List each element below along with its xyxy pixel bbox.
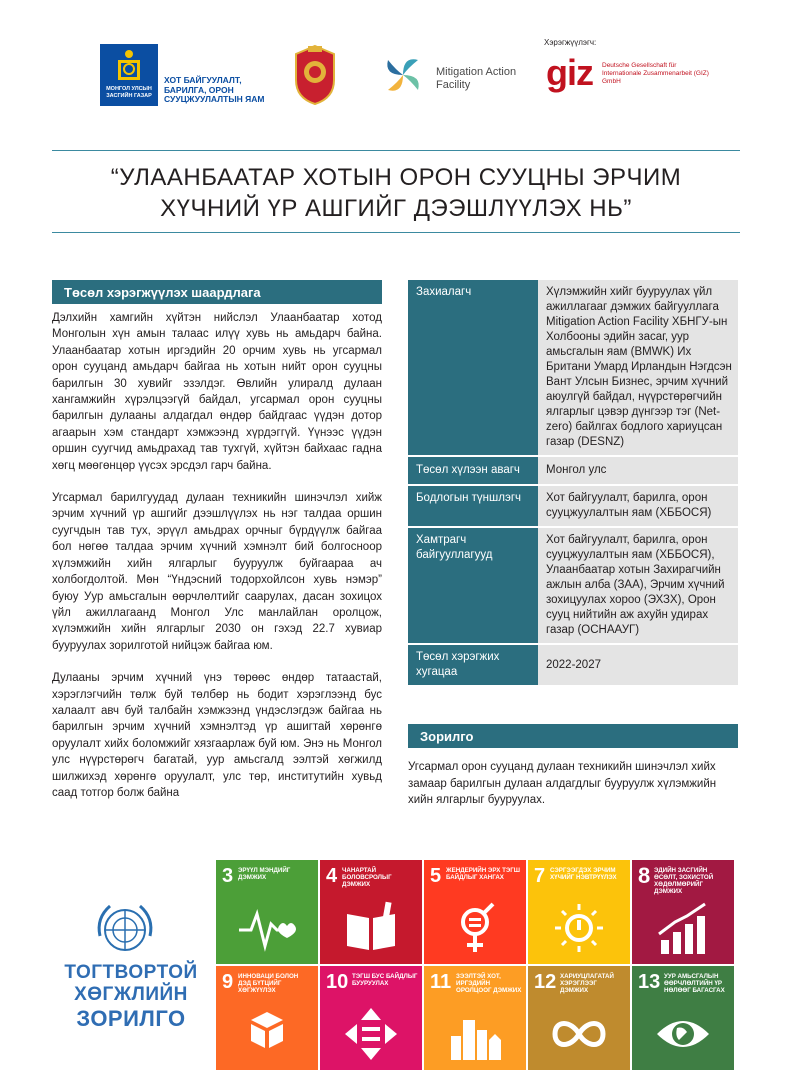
implementer-label: Хэрэгжүүлэгч: <box>544 38 597 47</box>
requirement-body <box>52 310 382 817</box>
sdg-line-1: ТОГТВОРТОЙ <box>64 962 198 983</box>
title-bottom-rule <box>52 232 740 233</box>
sdg-tile-10: 10 ТЭГШ БУС БАЙДЛЫГ БУУРУУЛАХ <box>320 966 422 1070</box>
government-label: МОНГОЛ УЛСЫН ЗАСГИЙН ГАЗАР <box>106 86 152 99</box>
eye-globe-icon <box>653 1006 713 1062</box>
paragraph: Дулааны эрчим хүчний үнэ төрөөс өндөр татаастай, хэрэглэгчийн төлж буй төлбөр нь бодит хэрэглээнд бус халаалт авч буй талбайн хэмжээнд үндэслэгдэж байгаа нь барилгын эрчим хүчний хэмнэлтэд үр ашигтай хөрөнгө оруулалт хийх боломжийг хязгаарлаж буй юм. Энэ нь Монгол улс нүүрстөрөгч багатай, уур амьсгалд ээлтэй хөгжилд шилжихэд хөрөнгө оруулалт, улс төр, институтийн хувьд саад тотгор болж байна <box>52 672 382 799</box>
project-info-table <box>408 280 738 687</box>
mongolia-ministry-logo <box>100 44 270 106</box>
sdg-tile-12: 12 ХАРИУЦЛАГАТАЙ ХЭРЭГЛЭЭГ ДЭМЖИХ <box>528 966 630 1070</box>
book-pencil-icon <box>341 900 401 956</box>
mongolia-emblem-box <box>100 44 158 106</box>
ministry-name: ХОТ БАЙГУУЛАЛТ, БАРИЛГА, ОРОН СУУЦЖУУЛАЛТЫН ЯАМ <box>164 75 265 104</box>
heartbeat-icon <box>237 900 297 956</box>
sdg-line-2: ХӨГЖЛИЙН <box>74 984 188 1005</box>
sdg-tile-9: 9 ИННОВАЦИ БОЛОН ДЭД БҮТЦИЙГ ХӨГЖҮҮЛЭХ <box>216 966 318 1070</box>
sdg-tile-8: 8 ЭДИЙН ЗАСГИЙН ӨСӨЛТ, ЗОХИСТОЙ ХӨДӨЛМӨРИЙГ ДЭМЖИХ <box>632 860 734 964</box>
maf-pinwheel-icon <box>378 50 428 100</box>
table-row <box>408 456 738 485</box>
giz-fullname: Deutsche Gesellschaft für Internationale Zusammenarbeit (GIZ) GmbH <box>602 62 709 85</box>
sdg-tile-7: 7 СЭРГЭЭГДЭХ ЭРЧИМ ХҮЧИЙГ НЭВТРҮҮЛЭХ <box>528 860 630 964</box>
sdg-tile-13: 13 УУР АМЬСГАЛЫН ӨӨРЧЛӨЛТИЙН ҮР НӨЛӨӨГ БАГАСГАХ <box>632 966 734 1070</box>
row-value: Монгол улс <box>538 456 738 485</box>
table-row <box>408 280 738 456</box>
un-emblem-icon <box>92 900 158 962</box>
sun-power-icon <box>549 900 609 956</box>
sdg-tile-3: 3 ЭРҮҮЛ МЭНДИЙГ ДЭМЖИХ <box>216 860 318 964</box>
sdg-tile-5: 5 ЖЕНДЕРИЙН ЭРХ ТЭГШ БАЙДЛЫГ ХАНГАХ <box>424 860 526 964</box>
sdg-logo <box>56 900 204 1040</box>
page-title: “УЛААНБААТАР ХОТЫН ОРОН СУУЦНЫ ЭРЧИМ ХҮЧНИЙ ҮР АШГИЙГ ДЭЭШЛҮҮЛЭХ НЬ” <box>110 164 682 222</box>
paragraph: Дэлхийн хамгийн хүйтэн нийслэл Улаанбаатар хотод Монголын хүн амын талаас илүү хувь нь амьдарч байна. Улаанбаатар хотын иргэдийн 20 орчим хувь нь угсармал орон сууцанд амьдарч байгаа нь хотын нийт орон сууцны барилгын 30 хувийг эзэлдэг. Өвлийн улиралд дулаан хангамжийн хүрэлцээгүй байдал, угсармал орон сууцны барилгын дулааны алдагдал өндөр байдгаас үүдэн дотор агаарын хэм стандарт хэмжээнд хүрдэггүй. Үүнээс үүдэн оршин суугчид амьдрахад тав тухгүй, хүйтэн байхаас гадна хөгц мөөгөнцөр үүсэх эрсдэл гарч байна. <box>52 312 382 472</box>
title-top-rule <box>52 150 740 151</box>
soyombo-emblem-icon <box>116 48 142 82</box>
sdg-tile-11: 11 ЗЭЭЛТЭЙ ХОТ, ИРГЭДИЙН ОРОЛЦООГ ДЭМЖИХ <box>424 966 526 1070</box>
row-key: Бодлогын түншлэгч <box>408 485 538 527</box>
table-row <box>408 527 738 644</box>
cubes-icon <box>237 1006 297 1062</box>
infinity-icon <box>549 1006 609 1062</box>
goal-heading: Зорилго <box>408 724 738 748</box>
table-row <box>408 485 738 527</box>
paragraph: Угсармал барилгуудад дулаан техникийн шинэчлэл хийж эрчим хүчний үр ашгийг дээшлүүлэх нь нэг талдаа оршин суугчдын тав тух, эрүүл амьдрах орчныг бүрдүүлж байгаа бол нөгөө талдаа эрчим хүчний хэмнэлт бий болгосноор хүлэмжийн хийн ялгарлыг бууруулж буйгаараа ач холбогдолтой. Мөн “Үндэсний тодорхойлсон хувь нэмэр” буюу Уур амьсгалын өөрчлөлтийг саарулах, дасан зохицох үйл ажиллагаанд Монгол Улс манлайлан оролцож, хүлэмжийн хийн ялгарлыг 2030 он гэхэд 22.7 хувиар бууруулах зорилготой нийцэж байгаа юм. <box>52 492 382 652</box>
row-key: Хамтрагч байгууллагууд <box>408 527 538 644</box>
row-value: Хүлэмжийн хийг бууруулах үйл ажиллагааг дэмжих байгууллага Mitigation Action Facility ХБНГУ-ын Холбооны эдийн засаг, уур амьсгалын яам (BMWK) Их Британи Умард Ирландын Нэгдсэн Вант Улсын Бизнес, эрчим хүчний аюулгүй байдал, нүүрстөрөгчийн ялгарлыг цэвэр дүнгээр тэг (Net-zero) байлгах бодлого хариуцсан газар (DESNZ) <box>538 280 738 456</box>
table-row <box>408 644 738 686</box>
sdg-tile-4: 4 ЧАНАРТАЙ БОЛОВСРОЛЫГ ДЭМЖИХ <box>320 860 422 964</box>
growth-chart-icon <box>653 900 713 956</box>
sdg-line-3: ЗОРИЛГО <box>76 1006 186 1031</box>
row-value: Хот байгуулалт, барилга, орон сууцжуулалтын яам (ХББОСЯ) <box>538 485 738 527</box>
maf-name: Mitigation Action Facility <box>436 66 517 91</box>
giz-wordmark: giz <box>546 52 593 93</box>
city-buildings-icon <box>445 1006 505 1062</box>
row-key: Төсөл хүлээн авагч <box>408 456 538 485</box>
goal-text: Угсармал орон сууцанд дулаан техникийн шинэчлэл хийх замаар барилгын дулаан алдагдлыг бууруулж хүлэмжийн хийн ялгарлыг бууруулах. <box>408 761 717 806</box>
ulaanbaatar-city-emblem-icon <box>290 42 340 106</box>
requirement-heading: Төсөл хэрэгжүүлэх шаардлага <box>52 280 382 304</box>
gender-equality-icon <box>445 900 505 956</box>
giz-logo <box>544 38 724 108</box>
header-logos <box>100 38 720 118</box>
row-value: 2022-2027 <box>538 644 738 686</box>
row-key: Төсөл хэрэгжих хугацаа <box>408 644 538 686</box>
row-value: Хот байгуулалт, барилга, орон сууцжуулалтын яам (ХББОСЯ), Улаанбаатар хотын Захирагчийн ажлын алба (ЗАА), Эрчим хүчний зохицуулах хороо (ЭХЗХ), Орон сууц нийтийн аж ахуйн удирах газар (ОСНААУГ) <box>538 527 738 644</box>
reduced-inequality-icon <box>341 1006 401 1062</box>
row-key: Захиалагч <box>408 280 538 456</box>
